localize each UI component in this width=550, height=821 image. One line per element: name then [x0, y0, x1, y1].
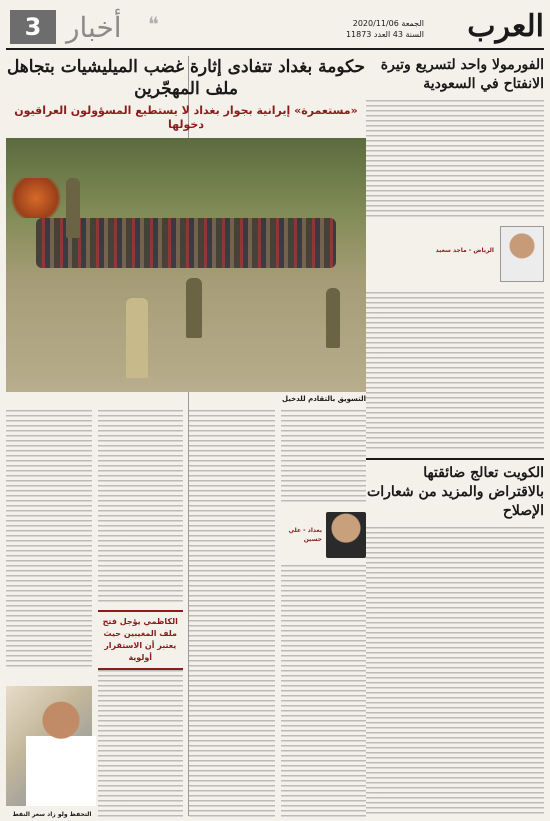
body-column [189, 410, 275, 820]
issue-number: السنة 43 العدد 11873 [345, 30, 424, 39]
story1-author: الرياض - ماجد سعيد [435, 247, 494, 254]
masthead [6, 6, 544, 50]
photo-crowd [36, 218, 336, 268]
photo-soldier [326, 288, 340, 348]
story1-headline: الفورمولا واحد لتسريع وتيرة الانفتاح في السعودية [380, 57, 544, 92]
main-subhead: «مستعمرة» إيرانية بجوار بغداد لا يستطيع المسؤولون العراقيون دخولها [14, 104, 358, 131]
story2-body [366, 527, 544, 817]
author-box [281, 510, 367, 560]
right-column [366, 56, 544, 816]
issue-date: الجمعة 2020/11/06 [352, 19, 424, 28]
author-photo [500, 226, 544, 282]
photo-soldier [66, 178, 80, 238]
main-headline: حكومة بغداد تتفادى إثارة غضب الميليشيات بتجاهل ملف المهجّرين [6, 57, 366, 99]
quote-icon: ❝ [148, 12, 159, 36]
photo-caption: التسويق بالتقادم للدخيل [281, 395, 366, 403]
issue-info [346, 18, 424, 40]
body-column [281, 410, 367, 820]
page-number: 3 [10, 10, 56, 44]
story1-body [366, 100, 544, 220]
main-story [6, 56, 366, 816]
photo-person [26, 696, 96, 806]
author-photo [326, 512, 366, 558]
main-photo [6, 138, 366, 392]
body-column [98, 410, 184, 820]
body-column [6, 410, 92, 820]
section-title: أخبار [66, 11, 122, 44]
photo-soldier [186, 278, 202, 338]
story2-headline: الكويت تعالج ضائقتها بالاقتراض والمزيد من شعارات الإصلاح [367, 465, 544, 519]
secondary-photo [6, 686, 92, 806]
story1-author-box [366, 226, 544, 286]
photo-soldier [126, 298, 148, 378]
story1-body-cont [366, 292, 544, 452]
main-author: بغداد - علي حسين [288, 527, 322, 543]
photo-fire [6, 178, 66, 218]
main-body [6, 410, 366, 820]
story-divider [366, 458, 544, 521]
secondary-photo-caption: التحفظ ولو زاد سعر النفط [12, 811, 92, 818]
pullquote: الكاظمي يؤجل فتح ملف المغيبين حيث يعتبر أن الاستقرار أولوية [98, 610, 184, 670]
newspaper-logo: العرب [467, 9, 544, 44]
